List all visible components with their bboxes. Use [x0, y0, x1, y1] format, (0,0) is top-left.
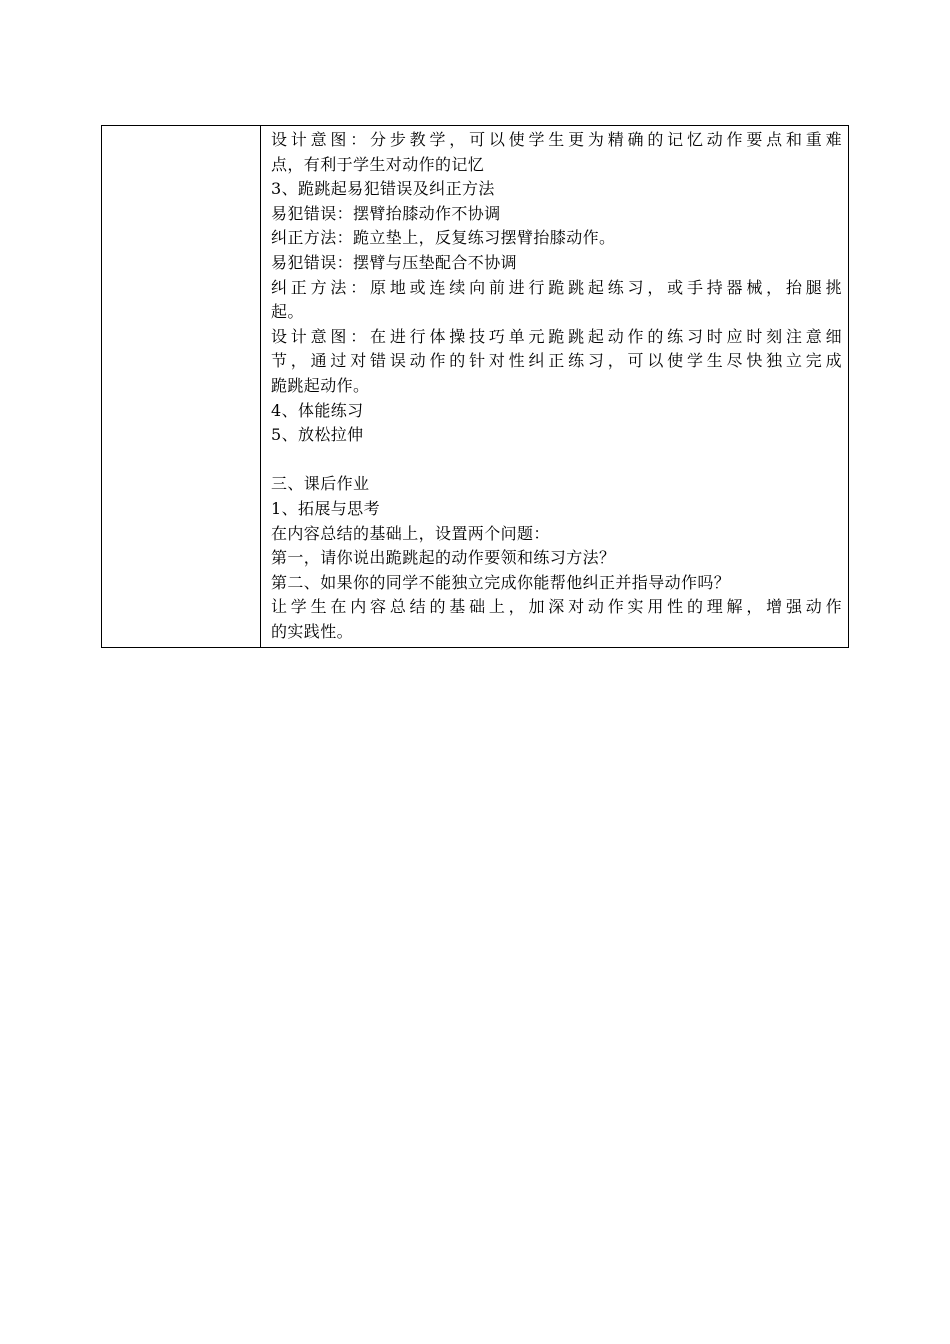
text-line: 设计意图：在进行体操技巧单元跪跳起动作的练习时应时刻注意细 [271, 326, 842, 346]
text-line: 纠正方法：原地或连续向前进行跪跳起练习，或手持器械，抬腿挑 [271, 277, 842, 297]
text-line: 点，有利于学生对动作的记忆 [271, 154, 485, 174]
left-empty-cell [102, 126, 261, 648]
text-line: 易犯错误：摆臂抬膝动作不协调 [271, 203, 501, 223]
section-heading: 三、课后作业 [271, 474, 370, 494]
text-line: 设计意图：分步教学，可以使学生更为精确的记忆动作要点和重难 [271, 130, 842, 149]
text-line: 易犯错误：摆臂与压垫配合不协调 [271, 252, 518, 272]
content-cell [261, 126, 849, 648]
text-line: 3、跪跳起易犯错误及纠正方法 [271, 179, 495, 199]
table-row [102, 126, 849, 648]
text-line: 第二、如果你的同学不能独立完成你能帮他纠正并指导动作吗？ [271, 572, 731, 592]
text-line: 1、拓展与思考 [271, 498, 380, 518]
text-line: 4、体能练习 [271, 400, 364, 420]
blank-line [271, 448, 842, 473]
text-line: 让学生在内容总结的基础上，加深对动作实用性的理解，增强动作 [271, 597, 842, 617]
text-line: 的实践性。 [271, 621, 354, 641]
text-line: 在内容总结的基础上，设置两个问题： [271, 523, 550, 543]
text-line: 纠正方法：跪立垫上，反复练习摆臂抬膝动作。 [271, 228, 616, 248]
text-line: 节，通过对错误动作的针对性纠正练习，可以使学生尽快独立完成 [271, 351, 842, 371]
text-line: 第一，请你说出跪跳起的动作要领和练习方法？ [271, 548, 616, 568]
lesson-plan-table [101, 125, 849, 648]
text-line: 跪跳起动作。 [271, 375, 370, 395]
text-line: 5、放松拉伸 [271, 425, 364, 445]
text-line: 起。 [271, 302, 304, 322]
